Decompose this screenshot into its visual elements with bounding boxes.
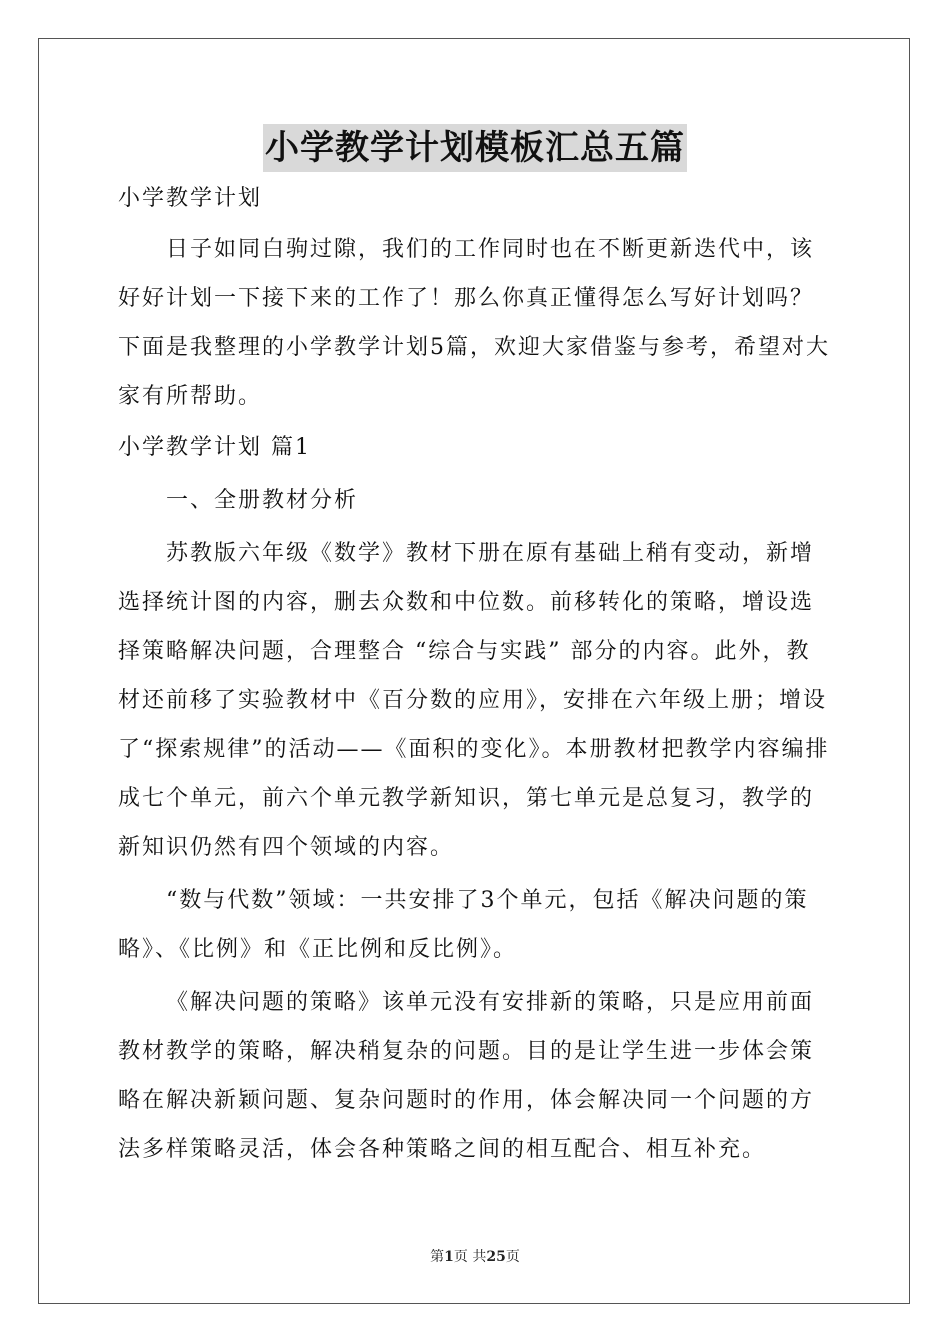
footer-mid: 页 共 xyxy=(453,1249,487,1265)
intro-heading: 小学教学计划 xyxy=(118,186,263,211)
footer-suffix: 页 xyxy=(505,1249,520,1265)
body-paragraph-2: “数与代数”领域：一共安排了3个单元，包括《解决问题的策略》、《比例》和《正比例和反比例》。 xyxy=(118,888,809,962)
subheading: 一、全册教材分析 xyxy=(166,488,359,513)
intro-paragraph: 日子如同白驹过隙，我们的工作同时也在不断更新迭代中，该好好计划一下接下来的工作了！那么你真正懂得怎么写好计划吗？下面是我整理的小学教学计划5篇，欢迎大家借鉴与参考，希望对大家有所帮助。 xyxy=(118,237,830,409)
section-heading: 小学教学计划 篇1 xyxy=(118,435,311,460)
document-title-wrap xyxy=(0,124,950,172)
body-paragraph-1: 苏教版六年级《数学》教材下册在原有基础上稍有变动，新增选择统计图的内容，删去众数和中位数。前移转化的策略，增设选择策略解决问题，合理整合 “综合与实践” 部分的内容。此外，教材还前移了实验教材中《百分数的应用》，安排在六年级上册；增设了“探索规律”的活动——《面积的变化》。本册教材把教学内容编排成七个单元，前六个单元教学新知识，第七单元是总复习，教学的新知识仍然有四个领域的内容。 xyxy=(118,541,830,860)
document-title: 小学教学计划模板汇总五篇 xyxy=(263,124,687,172)
footer-page-current: 1 xyxy=(444,1249,454,1265)
body-paragraph-3: 《解决问题的策略》该单元没有安排新的策略，只是应用前面教材教学的策略，解决稍复杂的问题。目的是让学生进一步体会策略在解决新颖问题、复杂问题时的作用，体会解决同一个问题的方法多样策略灵活，体会各种策略之间的相互配合、相互补充。 xyxy=(118,990,815,1162)
footer-prefix: 第 xyxy=(430,1249,445,1265)
page-footer xyxy=(0,1246,950,1266)
footer-page-total: 25 xyxy=(486,1249,506,1265)
document-body xyxy=(118,174,834,1174)
